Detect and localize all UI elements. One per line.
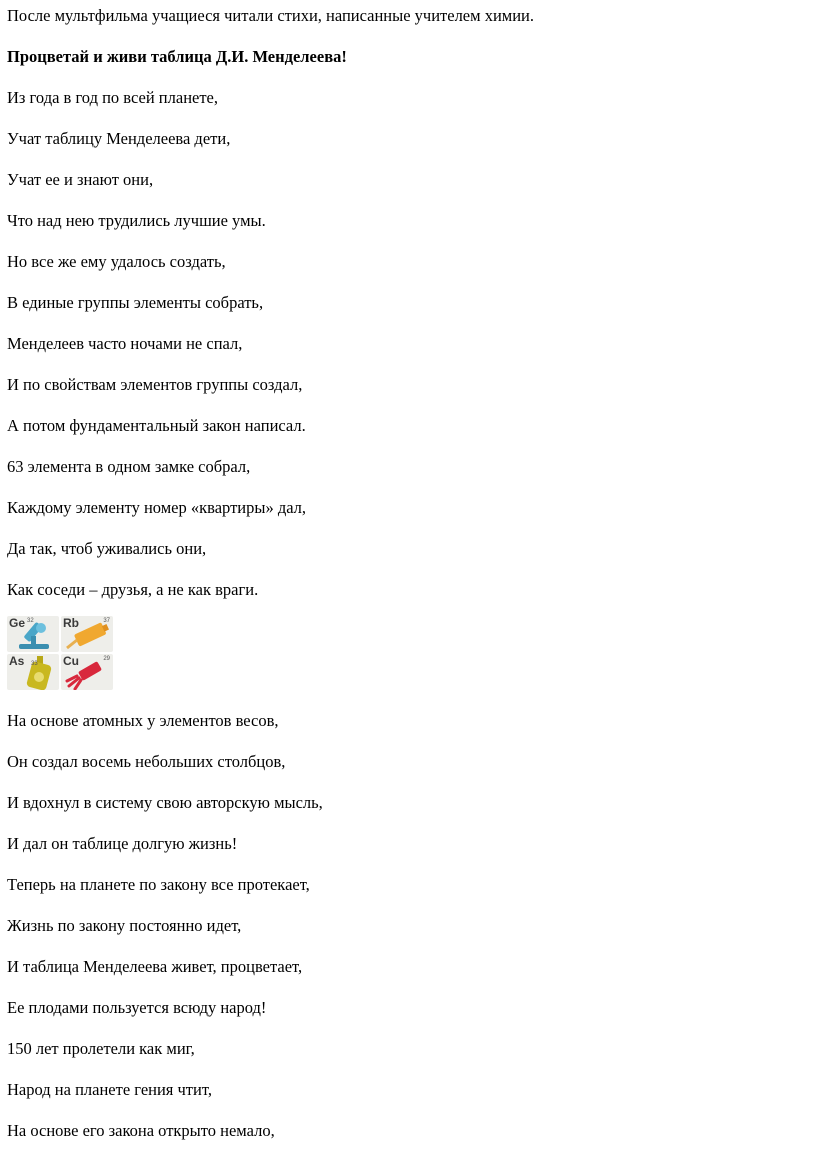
poem-line: Менделеев часто ночами не спал, (7, 334, 243, 353)
element-number: 29 (103, 656, 110, 662)
element-tile-rb (61, 616, 113, 652)
poem-line: Жизнь по закону постоянно идет, (7, 916, 242, 935)
poem-line: Теперь на планете по закону все протекает, (7, 875, 310, 894)
poem-line: Каждому элементу номер «квартиры» дал, (7, 498, 307, 517)
poem-line: Народ на планете гения чтит, (7, 1080, 212, 1099)
poem-title: Процветай и живи таблица Д.И. Менделеева! (7, 47, 347, 66)
intro-text: После мультфильма учащиеся читали стихи, написанные учителем химии. (7, 6, 535, 25)
poem-line: В единые группы элементы собрать, (7, 293, 264, 312)
poem-line: 63 элемента в одном замке собрал, (7, 457, 251, 476)
poem-line: 150 лет пролетели как миг, (7, 1039, 195, 1058)
element-tile-as (7, 654, 59, 690)
poem-line: И вдохнул в систему свою авторскую мысль, (7, 793, 323, 812)
poem-line: Да так, чтоб уживались они, (7, 539, 207, 558)
poem-line: И по свойствам элементов группы создал, (7, 375, 303, 394)
element-symbol: Ge (9, 616, 26, 630)
poem-line: Он создал восемь небольших столбцов, (7, 752, 286, 771)
element-symbol: Cu (63, 654, 79, 668)
poem-line: Учат ее и знают они, (7, 170, 154, 189)
element-number: 33 (31, 661, 38, 667)
poem-line: Как соседи – друзья, а не как враги. (7, 580, 259, 599)
poem-line: На основе его закона открыто немало, (7, 1121, 275, 1140)
poem-line: Но все же ему удалось создать, (7, 252, 226, 271)
element-tile-cu (61, 654, 113, 690)
element-tile-ge (7, 616, 59, 652)
poem-line: И дал он таблице долгую жизнь! (7, 834, 238, 853)
poem-line: На основе атомных у элементов весов, (7, 711, 279, 730)
element-symbol: As (9, 654, 25, 668)
poem-line: Что над нею трудились лучшие умы. (7, 211, 266, 230)
poem-line: Из года в год по всей планете, (7, 88, 219, 107)
periodic-elements-illustration (7, 616, 113, 690)
poem-line: А потом фундаментальный закон написал. (7, 416, 306, 435)
poem-line: Учат таблицу Менделеева дети, (7, 129, 231, 148)
element-number: 37 (103, 618, 110, 624)
element-number: 32 (27, 618, 34, 624)
element-symbol: Rb (63, 616, 79, 630)
poem-line: Ее плодами пользуется всюду народ! (7, 998, 267, 1017)
poem-line: И таблица Менделеева живет, процветает, (7, 957, 303, 976)
